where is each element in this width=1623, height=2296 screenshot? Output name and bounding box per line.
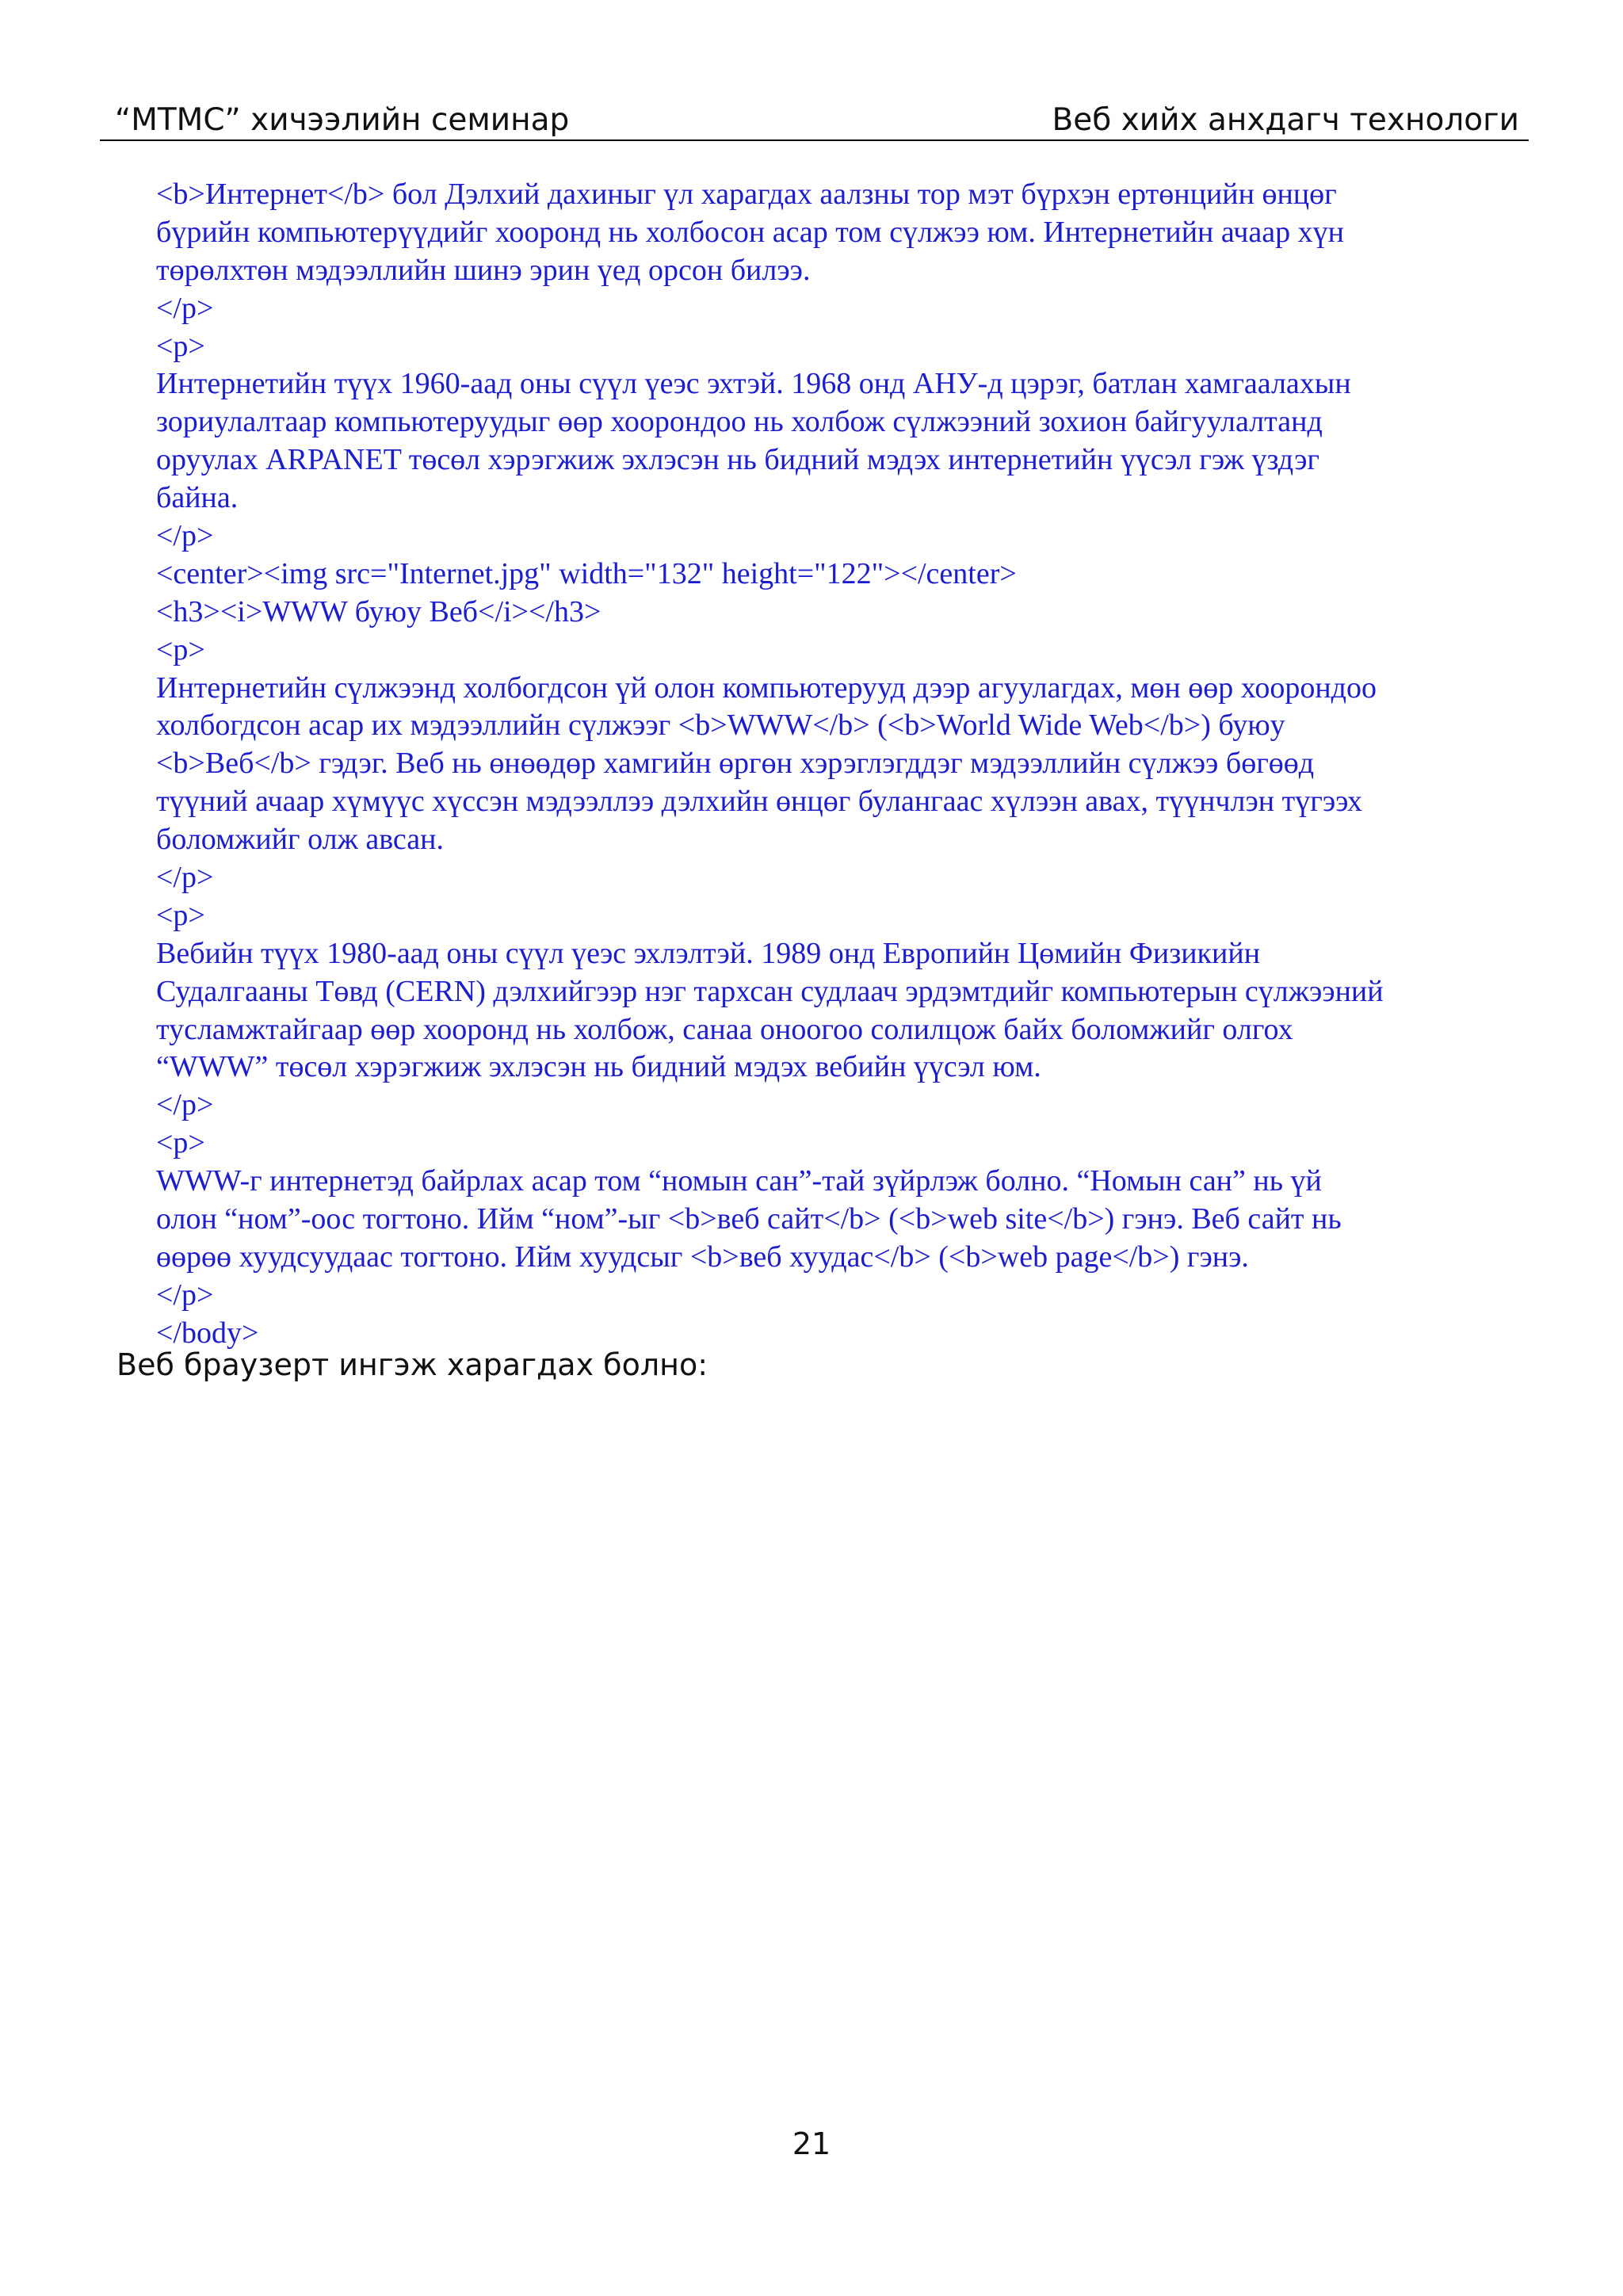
browser-view-caption: Веб браузерт ингэж харагдах болно:: [116, 1347, 708, 1382]
page-number: 21: [792, 2126, 831, 2161]
code-line: </p>: [156, 1278, 214, 1312]
code-line: <p>: [156, 898, 205, 932]
code-line: <p>: [156, 632, 205, 667]
html-code-listing: [156, 176, 1519, 1353]
code-line: зориулалтаар компьютеруудыг өөр хоорондоо нь холбож сүлжээний зохион байгуулалтанд: [156, 405, 1323, 439]
code-line: Вебийн түүх 1980-аад оны сүүл үеэс эхлэлтэй. 1989 онд Европийн Цөмийн Физикийн: [156, 936, 1261, 970]
code-line: тусламжтайгаар өөр хооронд нь холбож, санаа оноогоо солилцож байх боломжийг олгох: [156, 1012, 1293, 1046]
code-line: </body>: [156, 1316, 259, 1350]
code-line: холбогдсон асар их мэдээллийн сүлжээг <b>WWW</b> (<b>World Wide Web</b>) буюу: [156, 709, 1285, 743]
code-line: <b>Интернет</b> бол Дэлхий дахиныг үл харагдах аалзны тор мэт бүрхэн ертөнцийн өнцөг: [156, 178, 1337, 211]
code-line: “WWW” төсөл хэрэгжиж эхлэсэн нь бидний мэдэх вебийн үүсэл юм.: [156, 1050, 1041, 1084]
code-line: </p>: [156, 1088, 214, 1122]
header-chapter-title: Веб хийх анхдагч технологи: [1052, 102, 1519, 138]
code-line: <center><img src="Internet.jpg" width="132" height="122"></center>: [156, 556, 1017, 590]
code-line: Судалгааны Төвд (CERN) дэлхийгээр нэг тархсан судлаач эрдэмтдийг компьютерын сүлжээний: [156, 974, 1384, 1008]
code-line: байна.: [156, 481, 239, 515]
code-line: түүний ачаар хүмүүс хүссэн мэдээллээ дэлхийн өнцөг булангаас хүлээн авах, түүнчлэн түгээх: [156, 785, 1362, 819]
page-header: [100, 94, 1529, 141]
code-line: WWW-г интернетэд байрлах асар том “номын сан”-тай зүйрлэж болно. “Номын сан” нь үй: [156, 1164, 1322, 1198]
code-line: </p>: [156, 291, 214, 325]
code-line: Интернетийн түүх 1960-аад оны сүүл үеэс эхтэй. 1968 онд АНУ-д цэрэг, батлан хамгаалахын: [156, 367, 1351, 401]
code-line: <p>: [156, 1126, 205, 1160]
header-course-title: “МТМС” хичээлийн семинар: [115, 102, 570, 138]
code-line: <p>: [156, 329, 205, 363]
code-line: <h3><i>WWW буюу Веб</i></h3>: [156, 594, 601, 628]
code-line: </p>: [156, 861, 214, 895]
code-line: Интернетийн сүлжээнд холбогдсон үй олон компьютерууд дээр агуулагдах, мөн өөр хоорондоо: [156, 670, 1377, 705]
code-line: <b>Веб</b> гэдэг. Веб нь өнөөдөр хамгийн өргөн хэрэглэгддэг мэдээллийн сүлжээ бөгөөд: [156, 747, 1315, 781]
code-line: олон “ном”-оос тогтоно. Ийм “ном”-ыг <b>веб сайт</b> (<b>web site</b>) гэнэ. Веб сайт нь: [156, 1202, 1342, 1236]
code-line: өөрөө хуудсуудаас тогтоно. Ийм хуудсыг <b>веб хуудас</b> (<b>web page</b>) гэнэ.: [156, 1240, 1249, 1274]
code-line: </p>: [156, 519, 214, 553]
code-line: боломжийг олж авсан.: [156, 823, 444, 857]
code-line: оруулах ARPANET төсөл хэрэгжиж эхлэсэн нь бидний мэдэх интернетийн үүсэл гэж үздэг: [156, 443, 1319, 477]
code-line: төрөлхтөн мэдээллийн шинэ эрин үед орсон билээ.: [156, 253, 811, 287]
code-line: бүрийн компьютерүүдийг хооронд нь холбосон асар том сүлжээ юм. Интернетийн ачаар хүн: [156, 215, 1344, 249]
